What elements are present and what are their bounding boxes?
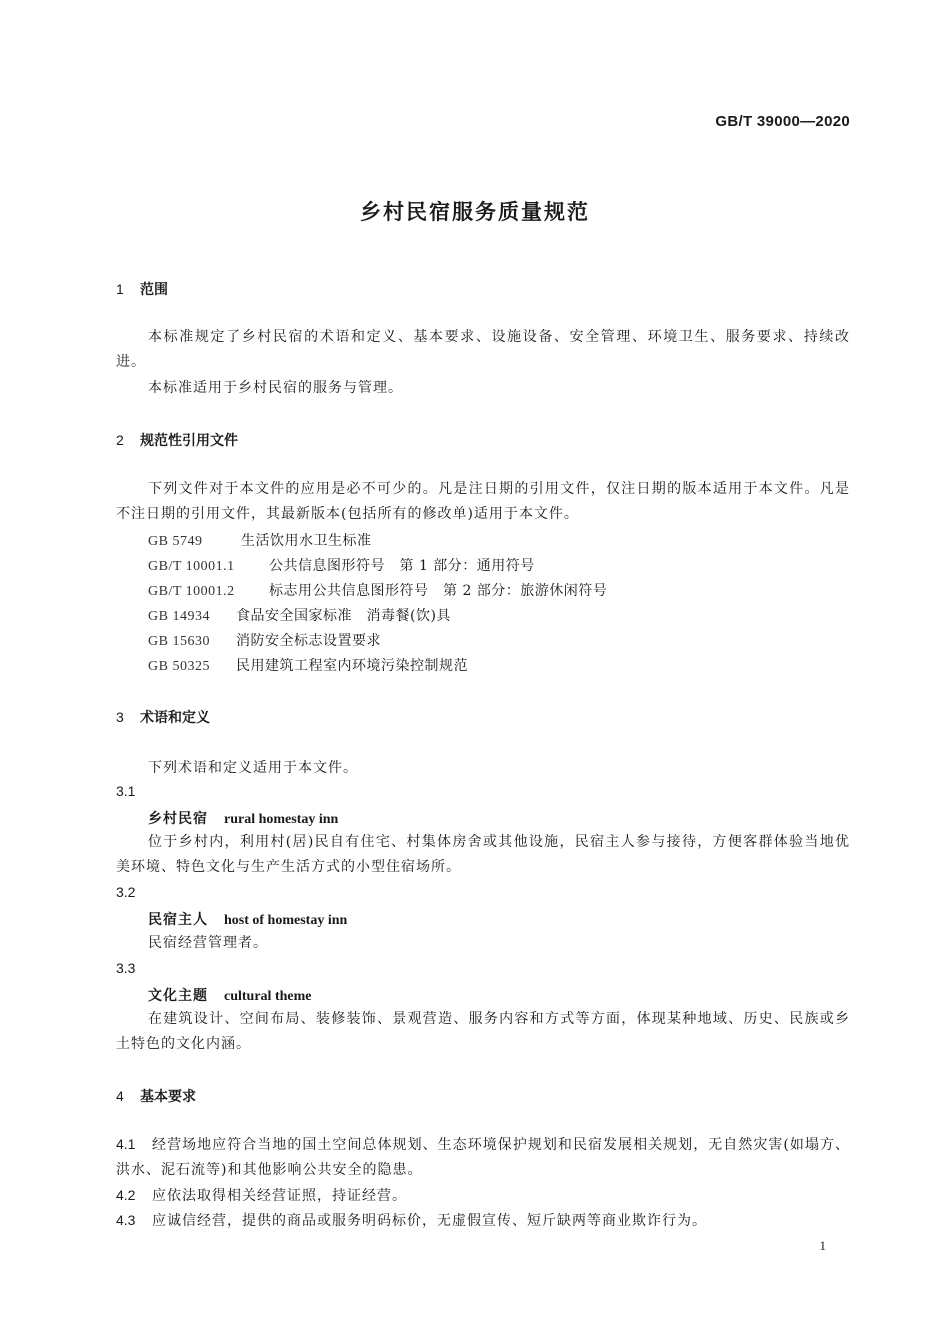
section-title: 范围: [140, 282, 168, 298]
requirement-text: 应依法取得相关经营证照，持证经营。: [152, 1188, 407, 1204]
section-title: 术语和定义: [140, 710, 210, 726]
term-heading: [148, 909, 347, 929]
reference-item: [148, 580, 607, 600]
clause-number: 4.3: [116, 1212, 136, 1228]
section-number: 2: [116, 432, 124, 448]
requirement-text: 经营场地应符合当地的国土空间总体规划、生态环境保护规划和民宿发展相关规划，无自然灾害(如塌方、洪水、泥石流等)和其他影响公共安全的隐患。: [116, 1137, 850, 1178]
requirement-item: [116, 1208, 850, 1234]
reference-title: 生活饮用水卫生标准: [241, 533, 372, 549]
section-title: 规范性引用文件: [140, 433, 238, 449]
requirement-item: [116, 1132, 850, 1183]
section-number: 4: [116, 1088, 124, 1104]
term-en: rural homestay inn: [224, 812, 339, 827]
reference-item: [148, 605, 451, 625]
term-heading: [148, 985, 311, 1005]
term-zh: 乡村民宿: [148, 811, 208, 827]
section-number: 1: [116, 281, 124, 297]
section-heading-scope: [116, 279, 168, 299]
reference-title: 消防安全标志设置要求: [236, 633, 381, 649]
reference-title: 食品安全国家标准 消毒餐(饮)具: [236, 608, 451, 624]
scope-paragraph-2: 本标准适用于乡村民宿的服务与管理。: [148, 380, 403, 396]
normative-intro: 下列文件对于本文件的应用是必不可少的。凡是注日期的引用文件，仅注日期的版本适用于本文件。凡是不注日期的引用文件，其最新版本(包括所有的修改单)适用于本文件。: [116, 481, 850, 522]
term-heading: [148, 808, 338, 828]
term-definition: 位于乡村内，利用村(居)民自有住宅、村集体房舍或其他设施，民宿主人参与接待，方便客群体验当地优美环境、特色文化与生产生活方式的小型住宿场所。: [116, 834, 850, 875]
document-title: 乡村民宿服务质量规范: [360, 200, 590, 224]
clause-number: 3.3: [116, 960, 136, 976]
term-zh: 文化主题: [148, 988, 208, 1004]
reference-title: 标志用公共信息图形符号 第 2 部分：旅游休闲符号: [269, 583, 608, 599]
section-heading-normative: [116, 430, 238, 450]
page-number: 1: [819, 1238, 826, 1253]
term-definition: 在建筑设计、空间布局、装修装饰、景观营造、服务内容和方式等方面，体现某种地域、历史、民族或乡土特色的文化内涵。: [116, 1011, 850, 1052]
standard-code: GB/T 39000—2020: [715, 113, 850, 130]
requirement-item: [116, 1183, 850, 1209]
term-definition: 民宿经营管理者。: [148, 935, 268, 951]
reference-item: [148, 655, 468, 675]
clause-number: 3.2: [116, 884, 136, 900]
reference-code: GB 50325: [148, 659, 210, 674]
term-en: host of homestay inn: [224, 913, 348, 928]
reference-code: GB 5749: [148, 534, 203, 549]
reference-code: GB 15630: [148, 634, 210, 649]
reference-title: 公共信息图形符号 第 1 部分：通用符号: [269, 558, 535, 574]
reference-code: GB/T 10001.1: [148, 559, 235, 574]
section-heading-terms: [116, 707, 210, 727]
scope-paragraph-1: 本标准规定了乡村民宿的术语和定义、基本要求、设施设备、安全管理、环境卫生、服务要求、持续改进。: [116, 329, 850, 370]
reference-item: [148, 630, 381, 650]
clause-number: 3.1: [116, 783, 136, 799]
clause-number: 4.1: [116, 1136, 136, 1152]
reference-item: [148, 555, 535, 575]
clause-number: 4.2: [116, 1187, 136, 1203]
section-heading-basic: [116, 1086, 196, 1106]
reference-title: 民用建筑工程室内环境污染控制规范: [236, 658, 468, 674]
section-number: 3: [116, 709, 124, 725]
terms-intro: 下列术语和定义适用于本文件。: [148, 760, 358, 776]
section-title: 基本要求: [140, 1089, 196, 1105]
reference-code: GB 14934: [148, 609, 210, 624]
term-zh: 民宿主人: [148, 912, 208, 928]
requirement-text: 应诚信经营，提供的商品或服务明码标价，无虚假宣传、短斤缺两等商业欺诈行为。: [152, 1213, 707, 1229]
term-en: cultural theme: [224, 989, 312, 1004]
reference-code: GB/T 10001.2: [148, 584, 235, 599]
reference-item: [148, 530, 372, 550]
